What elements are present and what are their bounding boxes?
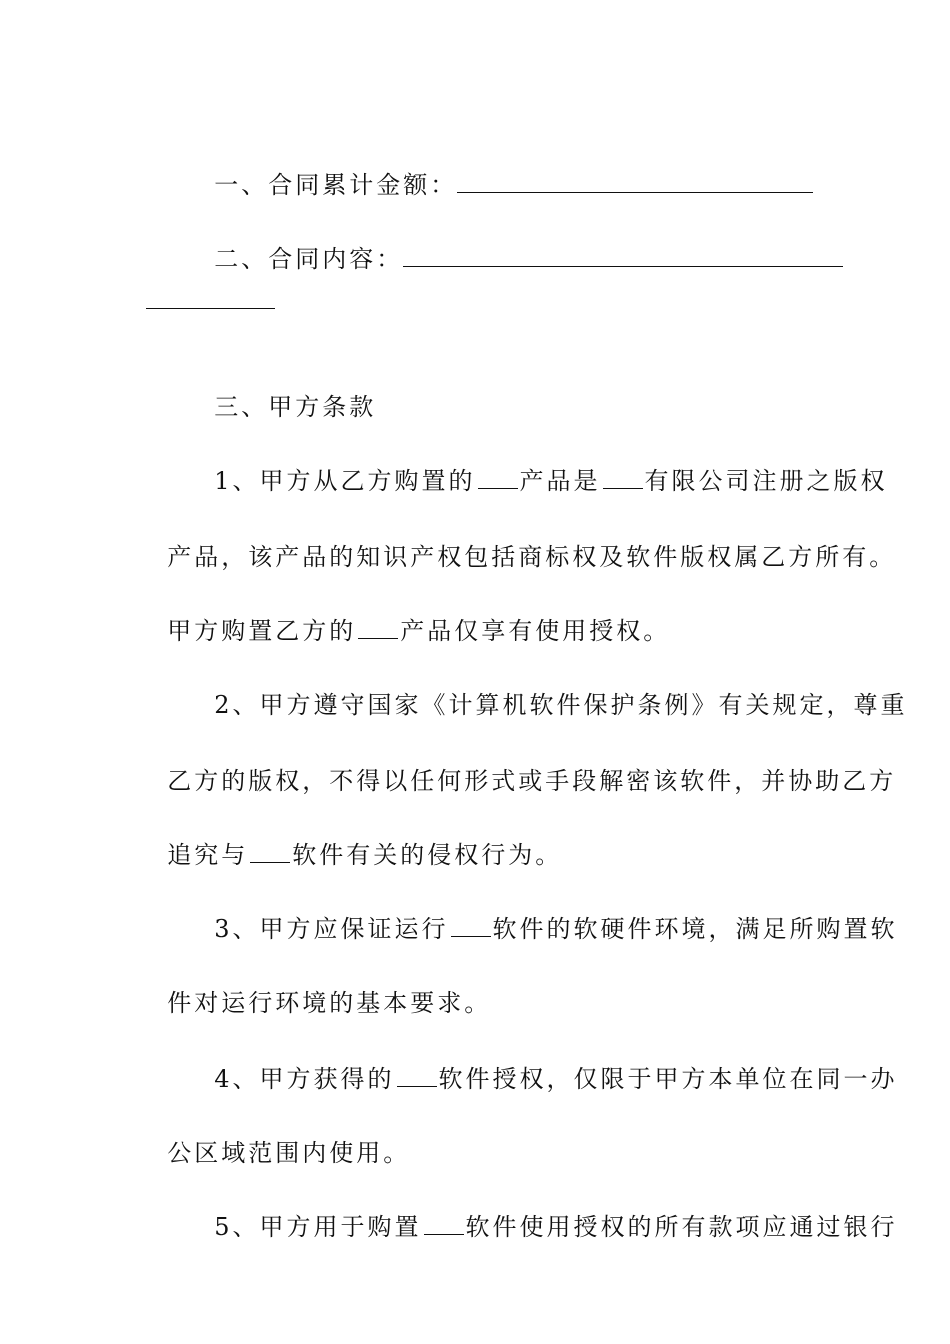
clause-4-text-c: 公区域范围内使用。 bbox=[167, 1139, 411, 1167]
clause-2-line-1 bbox=[193, 660, 908, 720]
clause-3-line-2 bbox=[146, 958, 491, 1018]
blank bbox=[603, 484, 643, 489]
clause-2-text-d: 软件有关的侵权行为。 bbox=[292, 841, 563, 869]
clause-1-line-1 bbox=[193, 436, 888, 496]
clause-1-text-a: 1、甲方从乙方购置的 bbox=[214, 467, 476, 495]
blank bbox=[451, 932, 491, 937]
clause-1-text-d: 产品，该产品的知识产权包括商标权及软件版权属乙方所有。 bbox=[167, 543, 897, 571]
clause-2-text-a: 2、甲方遵守国家《计算机软件保护条例》有关规定，尊重 bbox=[214, 691, 908, 719]
content-blank bbox=[403, 262, 843, 267]
total-amount-blank bbox=[457, 188, 813, 193]
blank bbox=[478, 484, 518, 489]
clause-4-text-b: 软件授权，仅限于甲方本单位在同一办 bbox=[438, 1065, 898, 1093]
clause-2-line-2 bbox=[146, 736, 896, 796]
clause-3-text-a: 3、甲方应保证运行 bbox=[214, 915, 449, 943]
blank bbox=[397, 1082, 437, 1087]
clause-2-line-3 bbox=[146, 810, 562, 870]
clause-1-line-3 bbox=[146, 586, 670, 646]
clause-3-text-c: 件对运行环境的基本要求。 bbox=[167, 989, 492, 1017]
party-a-terms-heading bbox=[193, 362, 376, 422]
clause-4-line-2 bbox=[146, 1108, 410, 1168]
blank bbox=[358, 634, 398, 639]
content-line bbox=[193, 214, 843, 274]
clause-1-text-b: 产品是 bbox=[519, 467, 601, 495]
content-label: 二、合同内容： bbox=[214, 245, 404, 273]
clause-3-text-b: 软件的软硬件环境，满足所购置软 bbox=[492, 915, 898, 943]
clause-3-line-1 bbox=[193, 884, 898, 944]
total-amount-label: 一、合同累计金额： bbox=[214, 171, 458, 199]
blank bbox=[250, 858, 290, 863]
clause-1-text-f: 产品仅享有使用授权。 bbox=[400, 617, 671, 645]
party-a-terms-heading-text: 三、甲方条款 bbox=[214, 393, 377, 421]
clause-1-text-c: 有限公司注册之版权 bbox=[644, 467, 888, 495]
clause-1-line-2 bbox=[146, 512, 896, 572]
total-amount-line bbox=[193, 140, 813, 200]
clause-5-line-1 bbox=[193, 1182, 898, 1242]
content-blank-continued bbox=[146, 308, 275, 309]
clause-1-text-e: 甲方购置乙方的 bbox=[167, 617, 357, 645]
blank bbox=[424, 1230, 464, 1235]
clause-4-line-1 bbox=[193, 1034, 898, 1094]
clause-5-text-b: 软件使用授权的所有款项应通过银行 bbox=[465, 1213, 898, 1241]
clause-4-text-a: 4、甲方获得的 bbox=[214, 1065, 395, 1093]
clause-2-text-b: 乙方的版权，不得以任何形式或手段解密该软件，并协助乙方 bbox=[167, 767, 897, 795]
clause-5-text-a: 5、甲方用于购置 bbox=[214, 1213, 422, 1241]
clause-2-text-c: 追究与 bbox=[167, 841, 249, 869]
